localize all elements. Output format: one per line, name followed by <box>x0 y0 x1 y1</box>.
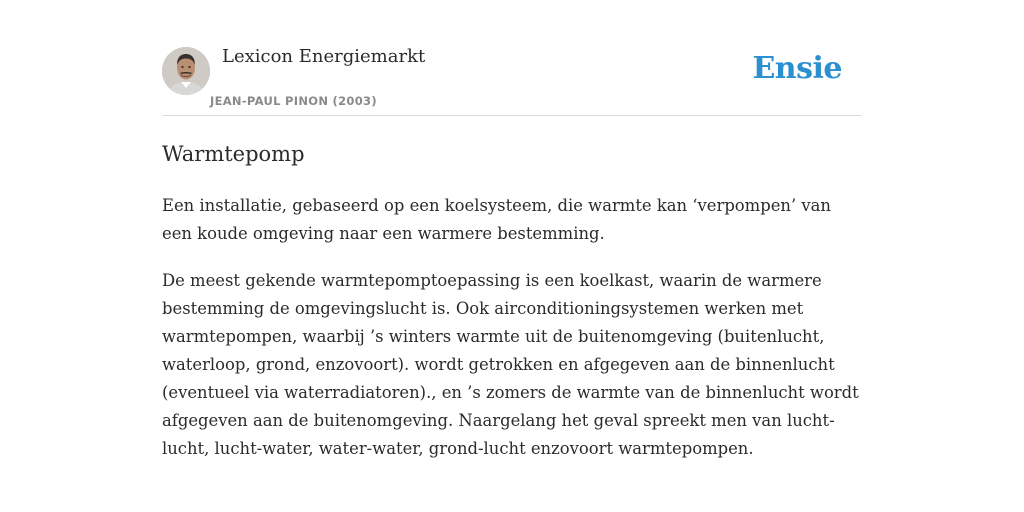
entry-title: Warmtepomp <box>162 142 305 166</box>
author-avatar <box>162 47 210 95</box>
lexicon-header <box>162 40 862 116</box>
entry-paragraph: Een installatie, gebaseerd op een koelsysteem, die warmte kan ‘verpompen’ van een koude omgeving naar een warmere bestemming. <box>162 196 831 243</box>
brand-logo[interactable]: Ensie <box>752 51 842 86</box>
author-credit: JEAN-PAUL PINON (2003) <box>210 94 377 108</box>
entry-content <box>162 138 862 482</box>
lexicon-title[interactable]: Lexicon Energiemarkt <box>222 46 426 67</box>
entry-paragraph: De meest gekende warmtepomptoepassing is een koelkast, waarin de warmere bestemming de omgevingslucht is. Ook airconditioningsystemen werken met warmtepompen, waarbij ’s winters warmte uit de buitenomgeving (buitenlucht, waterloop, grond, enzovoort). wordt getrokken en afgegeven aan de binnenlucht (eventueel via waterradiatoren)., en ’s zomers de warmte van de binnenlucht wordt afgegeven aan de buitenomgeving. Naargelang het geval spreekt men van lucht-lucht, lucht-water, water-water, grond-lucht enzovoort warmtepompen. <box>162 271 859 458</box>
author-portrait-icon <box>162 47 210 95</box>
